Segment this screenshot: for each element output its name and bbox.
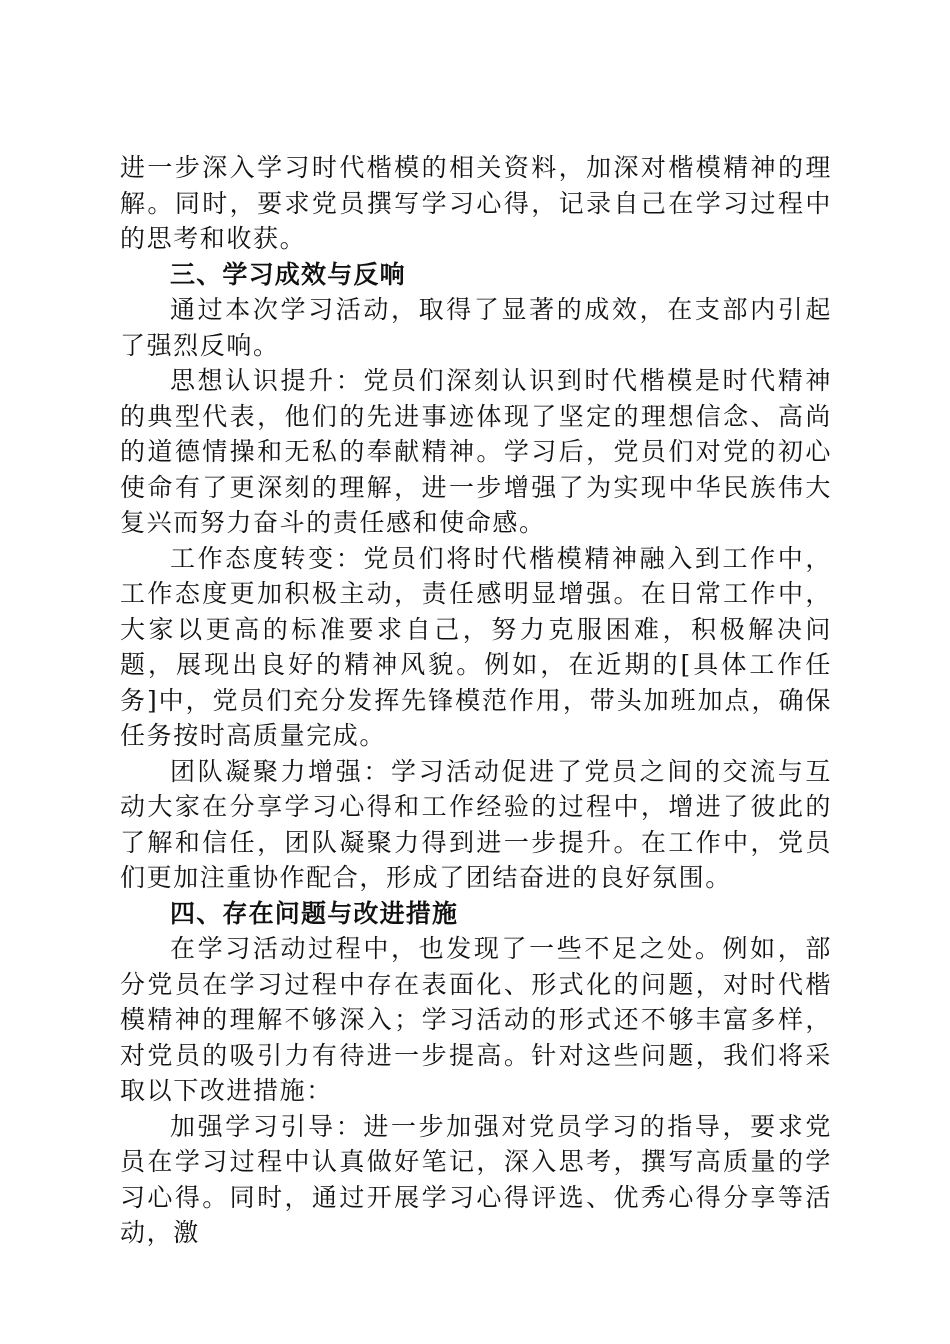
paragraph-continuation: 进一步深入学习时代楷模的相关资料，加深对楷模精神的理解。同时，要求党员撰写学习心得，记录自己在学习过程中的思考和收获。 bbox=[120, 153, 832, 253]
paragraph-study-guidance: 加强学习引导：进一步加强对党员学习的指导，要求党员在学习过程中认真做好笔记，深入思考，撰写高质量的学习心得。同时，通过开展学习心得评选、优秀心得分享等活动，激 bbox=[120, 1111, 832, 1247]
section-heading-3: 三、学习成效与反响 bbox=[170, 259, 406, 289]
paragraph-intro-results: 通过本次学习活动，取得了显著的成效，在支部内引起了强烈反响。 bbox=[120, 295, 832, 360]
paragraph-work-attitude: 工作态度转变：党员们将时代楷模精神融入到工作中，工作态度更加积极主动，责任感明显增强。在日常工作中，大家以更高的标准要求自己，努力克服困难，积极解决问题，展现出良好的精神风貌。例如，在近期的[具体工作任务]中，党员们充分发挥先锋模范作用，带头加班加点，确保任务按时高质量完成。 bbox=[120, 543, 832, 750]
paragraph-thinking-improvement: 思想认识提升：党员们深刻认识到时代楷模是时代精神的典型代表，他们的先进事迹体现了坚定的理想信念、高尚的道德情操和无私的奉献精神。学习后，党员们对党的初心使命有了更深刻的理解，进一步增强了为实现中华民族伟大复兴而努力奋斗的责任感和使命感。 bbox=[120, 366, 832, 537]
section-heading-4: 四、存在问题与改进措施 bbox=[170, 898, 459, 928]
document-page bbox=[120, 150, 832, 1251]
paragraph-team-cohesion: 团队凝聚力增强：学习活动促进了党员之间的交流与互动大家在分享学习心得和工作经验的过程中，增进了彼此的了解和信任，团队凝聚力得到进一步提升。在工作中，党员们更加注重协作配合，形成了团结奋进的良好氛围。 bbox=[120, 756, 832, 892]
paragraph-problems: 在学习活动过程中，也发现了一些不足之处。例如，部分党员在学习过程中存在表面化、形式化的问题，对时代楷模精神的理解不够深入；学习活动的形式还不够丰富多样，对党员的吸引力有待进一步提高。针对这些问题，我们将采取以下改进措施： bbox=[120, 934, 832, 1105]
